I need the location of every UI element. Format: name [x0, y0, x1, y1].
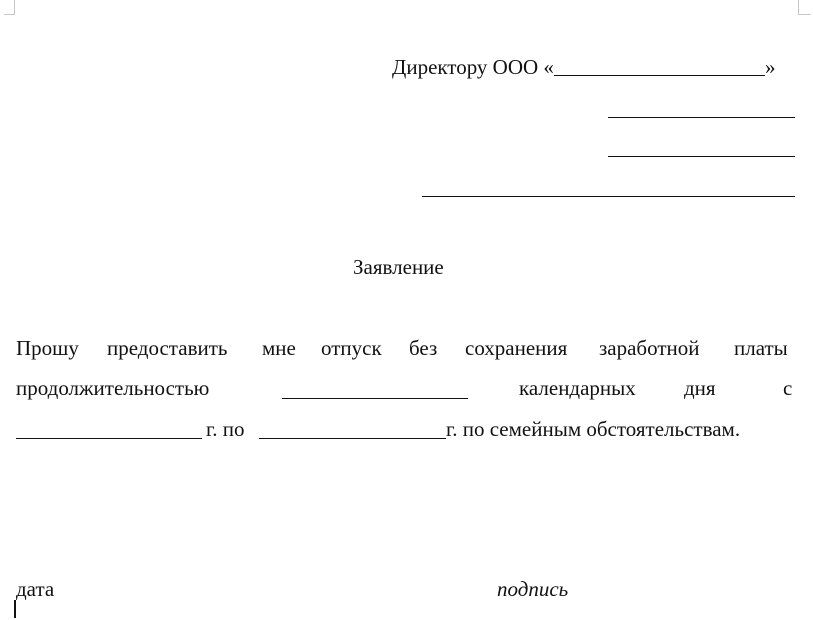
addressee-blank-line-2[interactable]	[608, 156, 795, 157]
body-word: сохранения	[465, 336, 568, 360]
date-label: дата	[16, 577, 55, 601]
end-date-blank[interactable]	[259, 438, 446, 439]
company-name-blank[interactable]	[554, 74, 765, 76]
body-word: заработной	[599, 336, 700, 360]
body-word: дня	[684, 376, 716, 400]
body-word: с	[783, 376, 793, 400]
duration-days-blank[interactable]	[282, 398, 468, 399]
body-word: отпуск	[321, 336, 382, 360]
page-corner-mark-left	[4, 0, 15, 15]
applicant-blank-line[interactable]	[422, 196, 795, 197]
body-text-year-to: г. по	[206, 417, 245, 441]
start-date-blank[interactable]	[16, 438, 202, 439]
body-word: календарных	[519, 376, 636, 400]
body-word: без	[409, 336, 438, 360]
addressee-blank-line-1[interactable]	[608, 117, 795, 118]
body-word: продолжительностью	[16, 376, 210, 400]
body-text-reason: г. по семейным обстоятельствам.	[446, 417, 741, 441]
body-word: мне	[262, 336, 296, 360]
page-corner-mark-right	[798, 0, 811, 15]
body-word: платы	[734, 336, 788, 360]
signature-label: подпись	[497, 577, 569, 601]
addressee-line	[392, 57, 775, 78]
document-title: Заявление	[353, 255, 444, 279]
addressee-suffix: »	[764, 55, 776, 79]
addressee-prefix: Директору ООО «	[392, 55, 554, 79]
text-cursor	[14, 600, 16, 618]
body-word: Прошу	[16, 336, 79, 360]
body-word: предоставить	[107, 336, 228, 360]
